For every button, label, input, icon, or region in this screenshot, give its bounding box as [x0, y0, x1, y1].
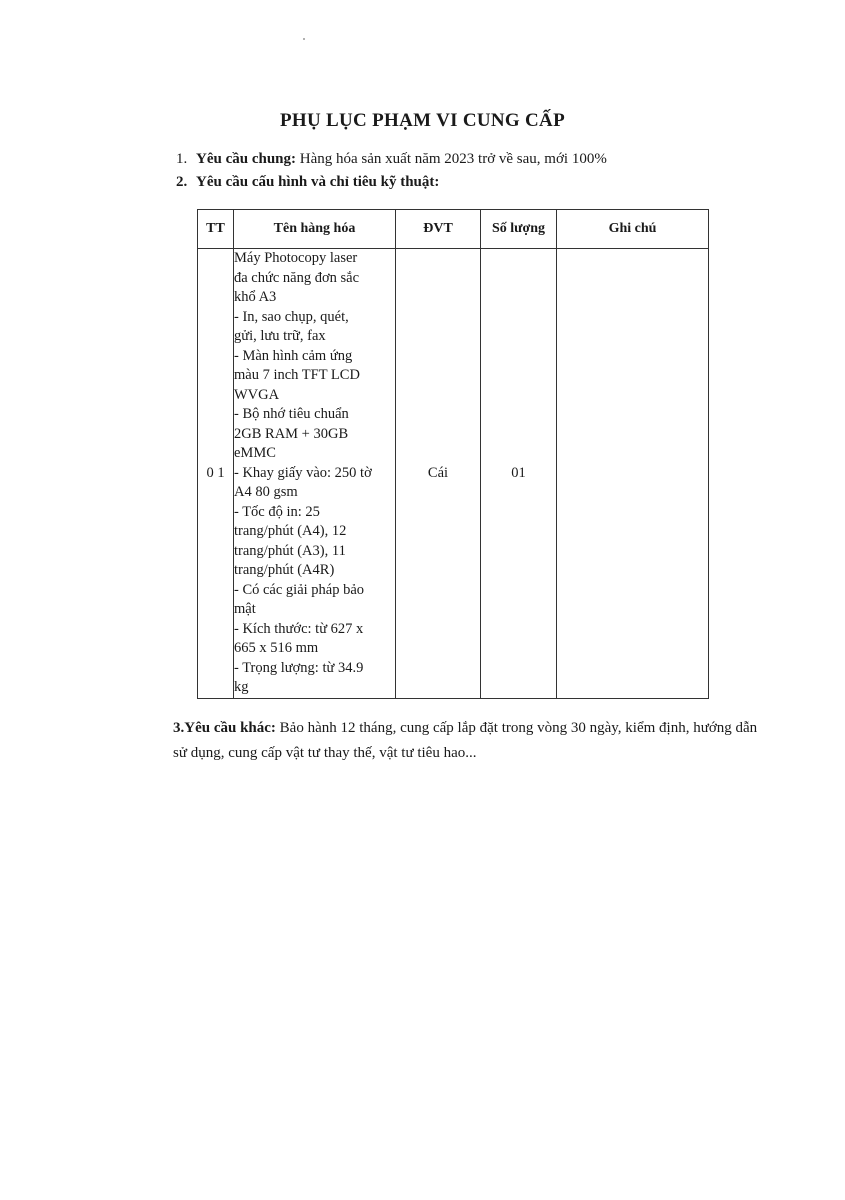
general-requirement-label: Yêu cầu chung:	[196, 151, 297, 167]
item-name-line: Máy Photocopy laser	[234, 250, 358, 266]
item-name-line: màu 7 inch TFT LCD	[234, 367, 360, 383]
cell-unit: Cái	[396, 249, 481, 699]
item-name-line: gửi, lưu trữ, fax	[234, 328, 326, 344]
cell-note	[557, 249, 709, 699]
item-name-line: eMMC	[234, 445, 276, 461]
item-name-line: trang/phút (A4R)	[234, 562, 335, 578]
item-name-line: 2GB RAM + 30GB	[234, 425, 349, 442]
spec-table	[197, 209, 709, 699]
item-name-line: A4 80 gsm	[234, 484, 298, 500]
item-name-line: 665 x 516 mm	[234, 640, 319, 656]
item-name-line: - Màn hình cảm ứng	[234, 347, 353, 364]
cell-item-name	[234, 249, 396, 699]
item-name-line: trang/phút (A3), 11	[234, 542, 346, 559]
technical-requirement-number: 2.	[176, 174, 188, 190]
technical-requirement	[176, 172, 439, 192]
header-unit: ĐVT	[396, 210, 481, 249]
cell-tt: 0 1	[198, 249, 234, 699]
header-item-name: Tên hàng hóa	[234, 210, 396, 249]
item-name-line: - Tốc độ in: 25	[234, 503, 320, 520]
item-name-line: - Trọng lượng: từ 34.9	[234, 659, 364, 676]
header-tt: TT	[198, 210, 234, 249]
general-requirement-number: 1.	[176, 151, 188, 167]
header-quantity: Số lượng	[481, 210, 557, 249]
table-row	[198, 249, 709, 699]
item-name-line: - Có các giải pháp bảo	[234, 581, 365, 598]
table-header-row	[198, 210, 709, 249]
page-title: PHỤ LỤC PHẠM VI CUNG CẤP	[280, 110, 565, 131]
other-requirements-text: Bảo hành 12 tháng, cung cấp lắp đặt trong vòng 30 ngày, kiểm định, hướng dẫn sử dụng, cung cấp vật tư thay thế, vật tư tiêu hao...	[173, 720, 758, 761]
item-name-line: mật	[234, 601, 256, 617]
other-requirements	[173, 716, 773, 766]
item-name-line: - In, sao chụp, quét,	[234, 308, 349, 325]
item-name-line: WVGA	[234, 386, 280, 403]
item-name-line: khổ A3	[234, 289, 277, 305]
item-name-line: - Khay giấy vào: 250 tờ	[234, 464, 372, 481]
item-name-line: kg	[234, 679, 249, 695]
item-name-line: - Kích thước: từ 627 x	[234, 620, 364, 637]
cell-quantity: 01	[481, 249, 557, 699]
item-name-line: - Bộ nhớ tiêu chuẩn	[234, 406, 349, 422]
item-name-line: trang/phút (A4), 12	[234, 523, 347, 539]
item-name-line: đa chức năng đơn sắc	[234, 269, 360, 286]
general-requirement-text: Hàng hóa sản xuất năm 2023 trở về sau, mới 100%	[296, 151, 607, 167]
scan-speck	[303, 38, 305, 40]
general-requirement	[176, 149, 607, 169]
other-requirements-label: 3.Yêu cầu khác:	[173, 720, 276, 736]
technical-requirement-label: Yêu cầu cấu hình và chỉ tiêu kỹ thuật:	[196, 174, 440, 190]
header-note: Ghi chú	[557, 210, 709, 249]
